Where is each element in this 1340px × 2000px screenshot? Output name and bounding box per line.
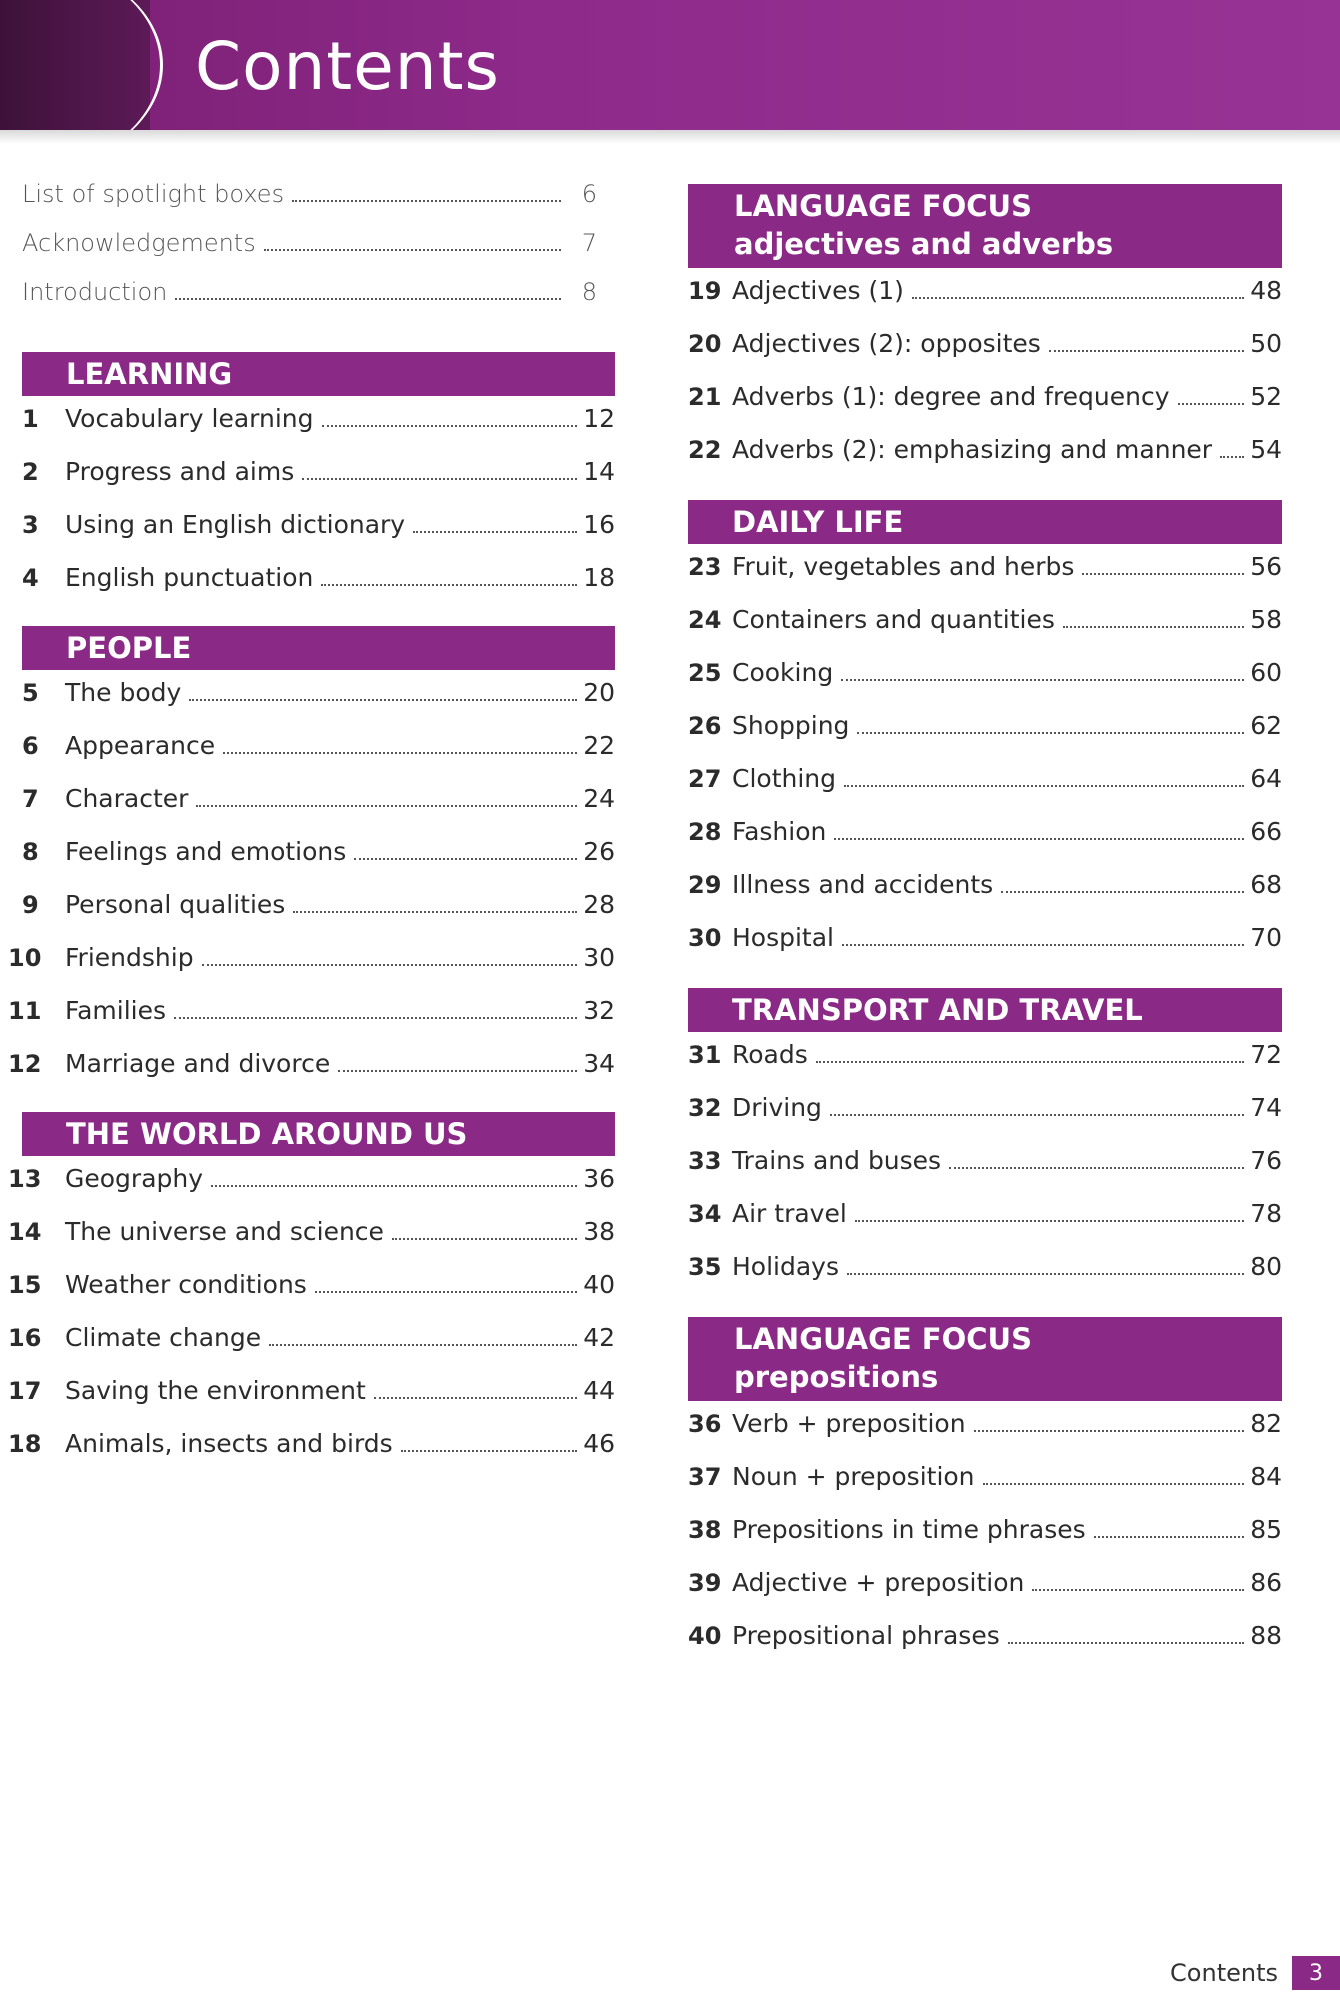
entry-number: 13: [8, 1165, 42, 1193]
entry-page: 56: [1250, 552, 1282, 581]
entry-number: 25: [688, 659, 722, 687]
leader-dots: [1008, 1642, 1244, 1644]
toc-entry[interactable]: [8, 404, 615, 457]
entry-number: 14: [8, 1218, 42, 1246]
toc-entry[interactable]: [8, 1049, 615, 1102]
entry-title: Character: [65, 784, 189, 813]
entry-page: 40: [583, 1270, 615, 1299]
leader-dots: [855, 1220, 1244, 1222]
toc-entry[interactable]: [8, 1217, 615, 1270]
entry-page: 86: [1250, 1568, 1282, 1597]
page-header: [0, 0, 1340, 130]
entry-page: 85: [1250, 1515, 1282, 1544]
leader-dots: [196, 805, 577, 807]
entry-title: Air travel: [732, 1199, 847, 1228]
leader-dots: [1094, 1536, 1245, 1538]
entry-number: 34: [688, 1200, 722, 1228]
entry-number: 17: [8, 1377, 42, 1405]
entry-number: 27: [688, 765, 722, 793]
section-heading-learning: LEARNING: [22, 352, 615, 396]
front-matter-list: [22, 180, 597, 327]
leader-dots: [1032, 1589, 1244, 1591]
entry-number: 33: [688, 1147, 722, 1175]
leader-dots: [211, 1185, 577, 1187]
toc-entry[interactable]: [8, 457, 615, 510]
leader-dots: [175, 298, 561, 300]
entry-number: 31: [688, 1041, 722, 1069]
toc-entry[interactable]: [8, 510, 615, 563]
entry-page: 54: [1250, 435, 1282, 464]
entry-title: Acknowledgements: [22, 229, 256, 257]
entry-number: 1: [22, 405, 39, 433]
leader-dots: [974, 1430, 1245, 1432]
entry-page: 62: [1250, 711, 1282, 740]
toc-entry[interactable]: [8, 563, 615, 616]
entry-page: 14: [583, 457, 615, 486]
toc-entry[interactable]: [688, 1093, 1282, 1146]
toc-entry[interactable]: [8, 890, 615, 943]
footer-label: Contents: [1170, 1959, 1278, 1987]
entry-page: 64: [1250, 764, 1282, 793]
entry-title: Adjective + preposition: [732, 1568, 1025, 1597]
leader-dots: [174, 1017, 577, 1019]
entry-title: Feelings and emotions: [65, 837, 347, 866]
entry-page: 38: [583, 1217, 615, 1246]
right-column: [688, 184, 1282, 1674]
entry-number: 4: [22, 564, 39, 592]
entry-title: Marriage and divorce: [65, 1049, 331, 1078]
leader-dots: [321, 584, 577, 586]
entry-title: Cooking: [732, 658, 834, 687]
leader-dots: [413, 531, 577, 533]
leader-dots: [841, 679, 1244, 681]
toc-entry[interactable]: [8, 731, 615, 784]
entry-number: 2: [22, 458, 39, 486]
heading-line-1: LANGUAGE FOCUS: [734, 189, 1032, 223]
leader-dots: [354, 858, 577, 860]
entry-number: 30: [688, 924, 722, 952]
entry-number: 16: [8, 1324, 42, 1352]
entry-title: Friendship: [65, 943, 194, 972]
leader-dots: [1063, 626, 1244, 628]
leader-dots: [834, 838, 1244, 840]
toc-entry[interactable]: [688, 1252, 1282, 1305]
page-footer: [1170, 1956, 1340, 1990]
section-heading-prepositions: [688, 1317, 1282, 1401]
leader-dots: [844, 785, 1244, 787]
entry-title: Geography: [65, 1164, 204, 1193]
toc-entry[interactable]: [688, 1146, 1282, 1199]
leader-dots: [857, 732, 1244, 734]
entry-page: 20: [583, 678, 615, 707]
toc-entry[interactable]: [688, 552, 1282, 605]
heading-line-2: prepositions: [734, 1360, 939, 1394]
entry-page: 26: [583, 837, 615, 866]
entry-page: 24: [583, 784, 615, 813]
leader-dots: [830, 1114, 1244, 1116]
toc-entry[interactable]: [8, 678, 615, 731]
toc-entry[interactable]: [688, 1462, 1282, 1515]
toc-entry[interactable]: [688, 1040, 1282, 1093]
entry-title: Families: [65, 996, 167, 1025]
leader-dots: [842, 944, 1244, 946]
section-heading-transport-travel: TRANSPORT AND TRAVEL: [688, 988, 1282, 1032]
entry-number: 37: [688, 1463, 722, 1491]
entry-title: Adverbs (2): emphasizing and manner: [732, 435, 1213, 464]
page-title: Contents: [195, 28, 500, 105]
entry-title: The universe and science: [65, 1217, 384, 1246]
entry-title: Adjectives (2): opposites: [732, 329, 1041, 358]
entry-number: 20: [688, 330, 722, 358]
header-arc-decoration: [0, 0, 163, 130]
entry-page: 82: [1250, 1409, 1282, 1438]
entry-page: 58: [1250, 605, 1282, 634]
leader-dots: [1220, 456, 1244, 458]
entry-number: 32: [688, 1094, 722, 1122]
entry-title: Fruit, vegetables and herbs: [732, 552, 1075, 581]
leader-dots: [816, 1061, 1244, 1063]
toc-entry[interactable]: [688, 817, 1282, 870]
toc-entry[interactable]: [8, 1429, 615, 1482]
toc-entry[interactable]: [8, 943, 615, 996]
entry-number: 5: [22, 679, 39, 707]
entry-page: 7: [581, 229, 597, 257]
entry-number: 3: [22, 511, 39, 539]
front-matter-item[interactable]: [22, 229, 597, 278]
section-heading-world: THE WORLD AROUND US: [22, 1112, 615, 1156]
entry-page: 88: [1250, 1621, 1282, 1650]
entry-title: Saving the environment: [65, 1376, 366, 1405]
leader-dots: [1049, 350, 1244, 352]
entry-page: 60: [1250, 658, 1282, 687]
entry-page: 36: [583, 1164, 615, 1193]
entry-page: 28: [583, 890, 615, 919]
entry-page: 8: [581, 278, 597, 306]
entry-page: 50: [1250, 329, 1282, 358]
entry-number: 40: [688, 1622, 722, 1650]
toc-entry[interactable]: [8, 784, 615, 837]
entry-title: Noun + preposition: [732, 1462, 975, 1491]
toc-entry[interactable]: [688, 658, 1282, 711]
toc-entry[interactable]: [8, 996, 615, 1049]
entry-title: Illness and accidents: [732, 870, 994, 899]
entry-number: 12: [8, 1050, 42, 1078]
entry-title: Introduction: [22, 278, 168, 306]
entry-page: 80: [1250, 1252, 1282, 1281]
toc-entry[interactable]: [688, 1568, 1282, 1621]
toc-entry[interactable]: [8, 1164, 615, 1217]
toc-entry[interactable]: [8, 837, 615, 890]
toc-entry[interactable]: [688, 764, 1282, 817]
leader-dots: [189, 699, 577, 701]
leader-dots: [1001, 891, 1244, 893]
leader-dots: [293, 911, 577, 913]
entry-number: 23: [688, 553, 722, 581]
entry-title: Verb + preposition: [732, 1409, 966, 1438]
entry-title: The body: [65, 678, 182, 707]
entry-title: Holidays: [732, 1252, 839, 1281]
leader-dots: [315, 1291, 577, 1293]
entry-page: 52: [1250, 382, 1282, 411]
entry-page: 44: [583, 1376, 615, 1405]
entry-page: 46: [583, 1429, 615, 1458]
entry-page: 68: [1250, 870, 1282, 899]
toc-entry[interactable]: [688, 1515, 1282, 1568]
leader-dots: [401, 1450, 578, 1452]
entry-number: 10: [8, 944, 42, 972]
page-number: 3: [1292, 1956, 1340, 1990]
header-shadow: [0, 130, 1340, 144]
entry-number: 18: [8, 1430, 42, 1458]
entry-title: Adverbs (1): degree and frequency: [732, 382, 1170, 411]
toc-entry[interactable]: [688, 382, 1282, 435]
entry-number: 38: [688, 1516, 722, 1544]
leader-dots: [374, 1397, 577, 1399]
toc-entry[interactable]: [688, 605, 1282, 658]
leader-dots: [1178, 403, 1245, 405]
entry-page: 42: [583, 1323, 615, 1352]
entry-title: English punctuation: [65, 563, 314, 592]
toc-entry[interactable]: [688, 435, 1282, 488]
front-matter-item[interactable]: [22, 180, 597, 229]
entry-title: Shopping: [732, 711, 850, 740]
section-heading-daily-life: DAILY LIFE: [688, 500, 1282, 544]
entry-title: Climate change: [65, 1323, 262, 1352]
entry-page: 32: [583, 996, 615, 1025]
entry-title: Using an English dictionary: [65, 510, 406, 539]
leader-dots: [223, 752, 577, 754]
toc-entry[interactable]: [688, 1409, 1282, 1462]
entry-number: 36: [688, 1410, 722, 1438]
entry-number: 11: [8, 997, 42, 1025]
entry-number: 7: [22, 785, 39, 813]
entry-page: 18: [583, 563, 615, 592]
entry-number: 24: [688, 606, 722, 634]
toc-entry[interactable]: [8, 1323, 615, 1376]
entry-page: 22: [583, 731, 615, 760]
leader-dots: [847, 1273, 1244, 1275]
entry-title: Fashion: [732, 817, 827, 846]
toc-entry[interactable]: [688, 1621, 1282, 1674]
entry-title: Weather conditions: [65, 1270, 307, 1299]
toc-entry[interactable]: [688, 329, 1282, 382]
leader-dots: [322, 425, 578, 427]
entry-page: 70: [1250, 923, 1282, 952]
leader-dots: [292, 200, 561, 202]
entry-title: Trains and buses: [732, 1146, 942, 1175]
leader-dots: [202, 964, 578, 966]
entry-page: 34: [583, 1049, 615, 1078]
toc-entry[interactable]: [688, 1199, 1282, 1252]
entry-page: 84: [1250, 1462, 1282, 1491]
entry-number: 35: [688, 1253, 722, 1281]
entry-page: 74: [1250, 1093, 1282, 1122]
toc-entry[interactable]: [688, 276, 1282, 329]
leader-dots: [949, 1167, 1244, 1169]
entry-number: 9: [22, 891, 39, 919]
entry-number: 15: [8, 1271, 42, 1299]
entry-page: 6: [581, 180, 597, 208]
entry-page: 78: [1250, 1199, 1282, 1228]
toc-entry[interactable]: [8, 1270, 615, 1323]
leader-dots: [264, 249, 561, 251]
entry-title: Prepositional phrases: [732, 1621, 1000, 1650]
leader-dots: [392, 1238, 577, 1240]
toc-entry[interactable]: [688, 711, 1282, 764]
entry-number: 21: [688, 383, 722, 411]
entry-title: Hospital: [732, 923, 835, 952]
toc-entry[interactable]: [8, 1376, 615, 1429]
entry-title: Personal qualities: [65, 890, 286, 919]
entry-title: Vocabulary learning: [65, 404, 314, 433]
entry-number: 8: [22, 838, 39, 866]
entry-title: Containers and quantities: [732, 605, 1055, 634]
entry-number: 28: [688, 818, 722, 846]
entry-page: 12: [583, 404, 615, 433]
leader-dots: [912, 297, 1244, 299]
heading-line-1: LANGUAGE FOCUS: [734, 1322, 1032, 1356]
entry-number: 22: [688, 436, 722, 464]
toc-entry[interactable]: [688, 923, 1282, 976]
leader-dots: [1082, 573, 1244, 575]
entry-title: Animals, insects and birds: [65, 1429, 393, 1458]
entry-number: 26: [688, 712, 722, 740]
entry-title: Appearance: [65, 731, 216, 760]
toc-entry[interactable]: [688, 870, 1282, 923]
section-heading-adjectives-adverbs: [688, 184, 1282, 268]
leader-dots: [302, 478, 577, 480]
entry-page: 48: [1250, 276, 1282, 305]
entry-title: Driving: [732, 1093, 822, 1122]
entry-page: 72: [1250, 1040, 1282, 1069]
leader-dots: [269, 1344, 577, 1346]
entry-title: Adjectives (1): [732, 276, 904, 305]
entry-number: 39: [688, 1569, 722, 1597]
entry-number: 29: [688, 871, 722, 899]
entry-title: Clothing: [732, 764, 837, 793]
entry-page: 66: [1250, 817, 1282, 846]
leader-dots: [983, 1483, 1245, 1485]
entry-title: Roads: [732, 1040, 808, 1069]
entry-page: 76: [1250, 1146, 1282, 1175]
leader-dots: [338, 1070, 577, 1072]
entry-title: Prepositions in time phrases: [732, 1515, 1086, 1544]
entry-number: 19: [688, 277, 722, 305]
front-matter-item[interactable]: [22, 278, 597, 327]
left-column: [8, 352, 615, 1482]
entry-title: List of spotlight boxes: [22, 180, 285, 208]
entry-page: 30: [583, 943, 615, 972]
section-heading-people: PEOPLE: [22, 626, 615, 670]
heading-line-2: adjectives and adverbs: [734, 227, 1114, 261]
entry-number: 6: [22, 732, 39, 760]
entry-title: Progress and aims: [65, 457, 295, 486]
entry-page: 16: [583, 510, 615, 539]
